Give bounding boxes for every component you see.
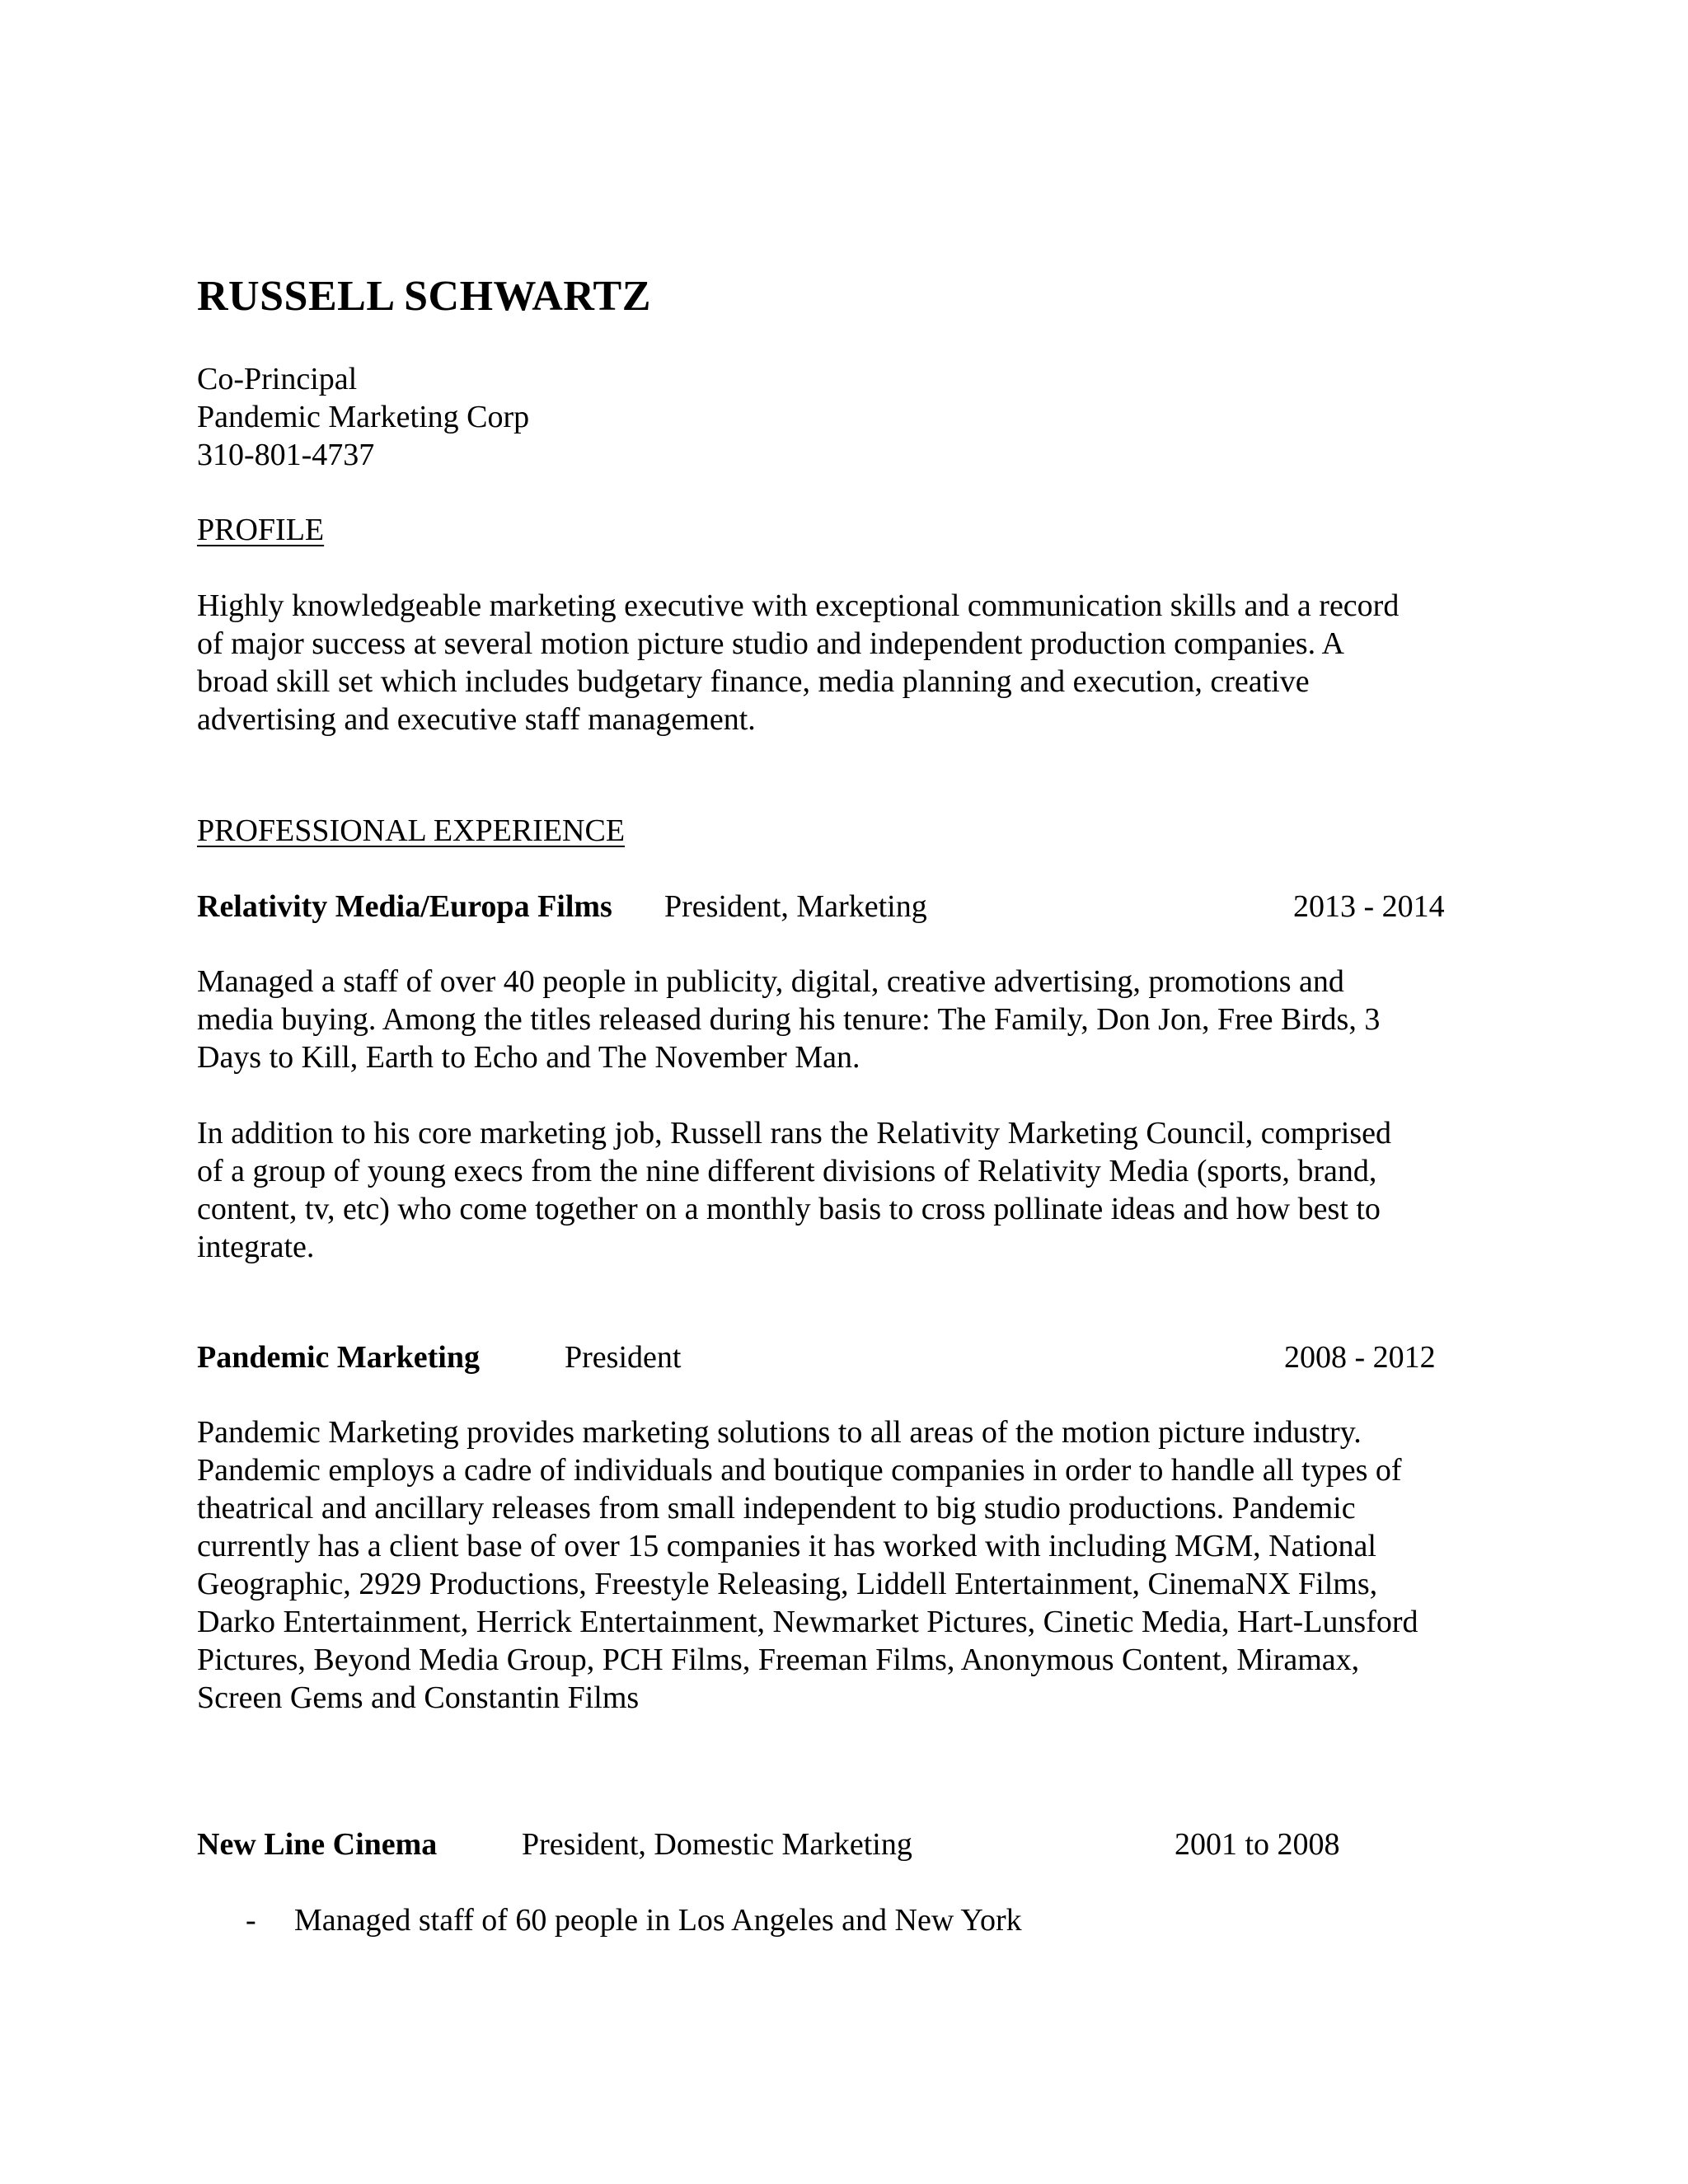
description-line: Geographic, 2929 Productions, Freestyle Releasing, Liddell Entertainment, CinemaNX Films,: [197, 1567, 1378, 1601]
job-company: Relativity Media/Europa Films: [197, 889, 612, 924]
contact-title: Co-Principal: [197, 362, 358, 396]
job-title: President: [565, 1340, 682, 1375]
description-line: currently has a client base of over 15 companies it has worked with including MGM, National: [197, 1529, 1376, 1563]
profile-line: advertising and executive staff management.: [197, 702, 756, 737]
description-line: Pictures, Beyond Media Group, PCH Films, Freeman Films, Anonymous Content, Miramax,: [197, 1643, 1360, 1677]
description-line: content, tv, etc) who come together on a monthly basis to cross pollinate ideas and how best to: [197, 1192, 1381, 1226]
job-dates: 2008 - 2012: [1284, 1340, 1436, 1375]
description-line: In addition to his core marketing job, Russell rans the Relativity Marketing Council, comprised: [197, 1116, 1392, 1151]
experience-heading: PROFESSIONAL EXPERIENCE: [197, 813, 626, 848]
bullet-text: Managed staff of 60 people in Los Angeles and New York: [294, 1903, 1022, 1938]
job-description: [197, 1413, 1483, 1717]
resume-name: RUSSELL SCHWARTZ: [197, 273, 651, 320]
bullet-marker: -: [246, 1903, 256, 1938]
profile-paragraph: [197, 587, 1483, 738]
job-company: Pandemic Marketing: [197, 1340, 481, 1375]
job-dates: 2013 - 2014: [1293, 889, 1445, 924]
description-line: Pandemic Marketing provides marketing solutions to all areas of the motion picture industry.: [197, 1415, 1362, 1450]
description-line: Pandemic employs a cadre of individuals and boutique companies in order to handle all types of: [197, 1453, 1402, 1488]
description-line: Managed a staff of over 40 people in publicity, digital, creative advertising, promotions and: [197, 964, 1344, 999]
description-line: Screen Gems and Constantin Films: [197, 1680, 640, 1715]
profile-line: broad skill set which includes budgetary finance, media planning and execution, creative: [197, 664, 1310, 699]
job-title: President, Marketing: [664, 889, 927, 924]
description-line: Darko Entertainment, Herrick Entertainment, Newmarket Pictures, Cinetic Media, Hart-Lunsford: [197, 1605, 1418, 1639]
profile-line: Highly knowledgeable marketing executive with exceptional communication skills and a record: [197, 588, 1400, 623]
job-description: [197, 963, 1483, 1076]
description-line: theatrical and ancillary releases from small independent to big studio productions. Pandemic: [197, 1491, 1356, 1526]
description-line: of a group of young execs from the nine different divisions of Relativity Media (sports, brand,: [197, 1154, 1377, 1188]
job-company: New Line Cinema: [197, 1827, 438, 1862]
job-dates: 2001 to 2008: [1175, 1827, 1340, 1862]
contact-company: Pandemic Marketing Corp: [197, 400, 530, 434]
contact-phone: 310-801-4737: [197, 438, 375, 472]
description-line: media buying. Among the titles released during his tenure: The Family, Don Jon, Free Birds, 3: [197, 1002, 1381, 1037]
description-line: Days to Kill, Earth to Echo and The November Man.: [197, 1040, 860, 1075]
profile-heading: PROFILE: [197, 513, 325, 547]
job-description: [197, 1114, 1483, 1266]
job-title: President, Domestic Marketing: [522, 1827, 912, 1862]
profile-line: of major success at several motion picture studio and independent production companies. A: [197, 626, 1344, 661]
description-line: integrate.: [197, 1230, 315, 1264]
